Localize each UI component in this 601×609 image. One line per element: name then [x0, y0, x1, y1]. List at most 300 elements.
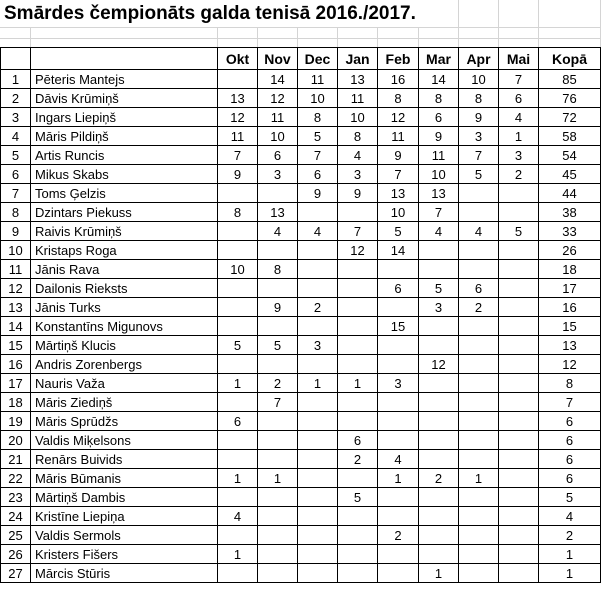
cell-nov[interactable]: 13 [258, 203, 298, 222]
cell-apr[interactable] [459, 355, 499, 374]
cell-player-name[interactable]: Renārs Buivids [31, 450, 218, 469]
cell-dec[interactable]: 1 [298, 374, 338, 393]
cell-jan[interactable] [338, 507, 378, 526]
cell-feb[interactable]: 10 [378, 203, 419, 222]
cell-mai[interactable] [499, 355, 539, 374]
cell-feb[interactable]: 16 [378, 70, 419, 89]
cell-mai[interactable]: 2 [499, 165, 539, 184]
cell-player-name[interactable]: Māris Būmanis [31, 469, 218, 488]
cell-mar[interactable]: 2 [419, 469, 459, 488]
cell-player-name[interactable]: Kristīne Liepiņa [31, 507, 218, 526]
cell-rank[interactable]: 11 [1, 260, 31, 279]
cell-mai[interactable] [499, 450, 539, 469]
cell-feb[interactable]: 2 [378, 526, 419, 545]
cell-apr[interactable] [459, 374, 499, 393]
cell-okt[interactable]: 9 [218, 165, 258, 184]
cell-rank[interactable]: 3 [1, 108, 31, 127]
cell-feb[interactable] [378, 564, 419, 583]
cell-mar[interactable]: 1 [419, 564, 459, 583]
cell-jan[interactable]: 6 [338, 431, 378, 450]
cell-player-name[interactable]: Jānis Rava [31, 260, 218, 279]
cell-player-name[interactable]: Mārcis Stūris [31, 564, 218, 583]
cell-feb[interactable] [378, 431, 419, 450]
cell-mar[interactable]: 6 [419, 108, 459, 127]
cell-mar[interactable] [419, 431, 459, 450]
cell-jan[interactable] [338, 526, 378, 545]
cell-mar[interactable] [419, 412, 459, 431]
cell-mar[interactable] [419, 526, 459, 545]
header-col-kopā[interactable]: Kopā [539, 48, 601, 70]
cell-rank[interactable]: 12 [1, 279, 31, 298]
cell-apr[interactable] [459, 507, 499, 526]
cell-kopā[interactable]: 26 [539, 241, 601, 260]
cell-mar[interactable] [419, 393, 459, 412]
header-col-apr[interactable]: Apr [459, 48, 499, 70]
cell-apr[interactable] [459, 450, 499, 469]
cell-dec[interactable]: 10 [298, 89, 338, 108]
cell-okt[interactable] [218, 184, 258, 203]
cell-jan[interactable] [338, 336, 378, 355]
cell-okt[interactable]: 5 [218, 336, 258, 355]
cell-jan[interactable] [338, 469, 378, 488]
cell-feb[interactable]: 5 [378, 222, 419, 241]
cell-nov[interactable] [258, 564, 298, 583]
cell-rank[interactable]: 22 [1, 469, 31, 488]
cell-rank[interactable]: 8 [1, 203, 31, 222]
cell-apr[interactable]: 7 [459, 146, 499, 165]
cell-jan[interactable]: 9 [338, 184, 378, 203]
cell-player-name[interactable]: Dailonis Rieksts [31, 279, 218, 298]
cell-kopā[interactable]: 2 [539, 526, 601, 545]
cell-dec[interactable]: 6 [298, 165, 338, 184]
header-name-cell[interactable] [31, 48, 218, 70]
cell-nov[interactable] [258, 545, 298, 564]
cell-rank[interactable]: 19 [1, 412, 31, 431]
cell-jan[interactable] [338, 412, 378, 431]
cell-rank[interactable]: 26 [1, 545, 31, 564]
cell-kopā[interactable]: 8 [539, 374, 601, 393]
cell-mai[interactable] [499, 545, 539, 564]
cell-mai[interactable] [499, 336, 539, 355]
cell-apr[interactable] [459, 203, 499, 222]
cell-mar[interactable] [419, 450, 459, 469]
cell-jan[interactable]: 2 [338, 450, 378, 469]
header-col-feb[interactable]: Feb [378, 48, 419, 70]
cell-rank[interactable]: 6 [1, 165, 31, 184]
cell-nov[interactable]: 1 [258, 469, 298, 488]
cell-nov[interactable]: 6 [258, 146, 298, 165]
cell-player-name[interactable]: Pēteris Mantejs [31, 70, 218, 89]
cell-rank[interactable]: 1 [1, 70, 31, 89]
cell-nov[interactable] [258, 241, 298, 260]
cell-nov[interactable]: 14 [258, 70, 298, 89]
cell-rank[interactable]: 25 [1, 526, 31, 545]
cell-nov[interactable] [258, 279, 298, 298]
cell-dec[interactable] [298, 279, 338, 298]
cell-rank[interactable]: 4 [1, 127, 31, 146]
cell-kopā[interactable]: 45 [539, 165, 601, 184]
cell-jan[interactable]: 13 [338, 70, 378, 89]
cell-jan[interactable]: 4 [338, 146, 378, 165]
cell-mar[interactable]: 11 [419, 146, 459, 165]
cell-okt[interactable]: 7 [218, 146, 258, 165]
cell-mar[interactable] [419, 317, 459, 336]
cell-okt[interactable]: 1 [218, 545, 258, 564]
cell-kopā[interactable]: 38 [539, 203, 601, 222]
cell-dec[interactable]: 11 [298, 70, 338, 89]
cell-rank[interactable]: 21 [1, 450, 31, 469]
cell-rank[interactable]: 13 [1, 298, 31, 317]
cell-feb[interactable] [378, 355, 419, 374]
cell-jan[interactable] [338, 203, 378, 222]
header-col-nov[interactable]: Nov [258, 48, 298, 70]
cell-feb[interactable]: 6 [378, 279, 419, 298]
cell-nov[interactable] [258, 450, 298, 469]
cell-jan[interactable] [338, 355, 378, 374]
cell-mar[interactable]: 14 [419, 70, 459, 89]
cell-apr[interactable] [459, 526, 499, 545]
cell-apr[interactable] [459, 241, 499, 260]
cell-mai[interactable] [499, 241, 539, 260]
cell-feb[interactable]: 3 [378, 374, 419, 393]
cell-mai[interactable] [499, 507, 539, 526]
cell-mar[interactable]: 9 [419, 127, 459, 146]
cell-player-name[interactable]: Konstantīns Migunovs [31, 317, 218, 336]
cell-rank[interactable]: 9 [1, 222, 31, 241]
cell-feb[interactable] [378, 393, 419, 412]
cell-kopā[interactable]: 17 [539, 279, 601, 298]
cell-dec[interactable]: 2 [298, 298, 338, 317]
cell-mar[interactable]: 5 [419, 279, 459, 298]
cell-feb[interactable] [378, 336, 419, 355]
cell-feb[interactable]: 1 [378, 469, 419, 488]
cell-mar[interactable]: 13 [419, 184, 459, 203]
cell-mai[interactable]: 1 [499, 127, 539, 146]
cell-okt[interactable]: 1 [218, 374, 258, 393]
header-col-mai[interactable]: Mai [499, 48, 539, 70]
cell-feb[interactable] [378, 507, 419, 526]
cell-player-name[interactable]: Mikus Skabs [31, 165, 218, 184]
cell-mai[interactable] [499, 488, 539, 507]
cell-mar[interactable] [419, 488, 459, 507]
cell-apr[interactable] [459, 260, 499, 279]
cell-player-name[interactable]: Toms Ģelzis [31, 184, 218, 203]
cell-player-name[interactable]: Dzintars Piekuss [31, 203, 218, 222]
cell-mai[interactable] [499, 412, 539, 431]
sheet-title[interactable]: Smārdes čempionāts galda tenisā 2016./2017. [4, 0, 422, 27]
cell-apr[interactable] [459, 564, 499, 583]
cell-mai[interactable] [499, 279, 539, 298]
cell-mai[interactable] [499, 203, 539, 222]
cell-jan[interactable]: 5 [338, 488, 378, 507]
cell-kopā[interactable]: 1 [539, 545, 601, 564]
cell-mai[interactable] [499, 260, 539, 279]
cell-kopā[interactable]: 1 [539, 564, 601, 583]
cell-mar[interactable]: 4 [419, 222, 459, 241]
cell-rank[interactable]: 16 [1, 355, 31, 374]
cell-player-name[interactable]: Ingars Liepiņš [31, 108, 218, 127]
cell-kopā[interactable]: 7 [539, 393, 601, 412]
cell-jan[interactable] [338, 317, 378, 336]
cell-jan[interactable]: 1 [338, 374, 378, 393]
cell-kopā[interactable]: 85 [539, 70, 601, 89]
cell-player-name[interactable]: Mārtiņš Klucis [31, 336, 218, 355]
cell-apr[interactable] [459, 431, 499, 450]
cell-feb[interactable]: 8 [378, 89, 419, 108]
cell-dec[interactable] [298, 317, 338, 336]
cell-nov[interactable] [258, 317, 298, 336]
cell-jan[interactable] [338, 279, 378, 298]
cell-player-name[interactable]: Kristers Fišers [31, 545, 218, 564]
cell-feb[interactable]: 13 [378, 184, 419, 203]
cell-feb[interactable]: 7 [378, 165, 419, 184]
cell-dec[interactable] [298, 393, 338, 412]
cell-nov[interactable]: 12 [258, 89, 298, 108]
cell-dec[interactable]: 5 [298, 127, 338, 146]
cell-dec[interactable] [298, 412, 338, 431]
header-rank-cell[interactable] [1, 48, 31, 70]
cell-mar[interactable]: 10 [419, 165, 459, 184]
cell-nov[interactable] [258, 355, 298, 374]
cell-apr[interactable] [459, 336, 499, 355]
cell-jan[interactable] [338, 393, 378, 412]
cell-apr[interactable] [459, 184, 499, 203]
cell-feb[interactable]: 12 [378, 108, 419, 127]
cell-apr[interactable]: 9 [459, 108, 499, 127]
cell-dec[interactable] [298, 545, 338, 564]
cell-feb[interactable] [378, 545, 419, 564]
cell-nov[interactable]: 4 [258, 222, 298, 241]
cell-nov[interactable]: 3 [258, 165, 298, 184]
cell-kopā[interactable]: 6 [539, 450, 601, 469]
cell-apr[interactable] [459, 317, 499, 336]
cell-mai[interactable]: 4 [499, 108, 539, 127]
cell-dec[interactable] [298, 260, 338, 279]
cell-mai[interactable]: 5 [499, 222, 539, 241]
cell-okt[interactable] [218, 431, 258, 450]
cell-apr[interactable]: 3 [459, 127, 499, 146]
cell-nov[interactable]: 5 [258, 336, 298, 355]
cell-feb[interactable] [378, 298, 419, 317]
cell-mai[interactable] [499, 184, 539, 203]
header-col-dec[interactable]: Dec [298, 48, 338, 70]
cell-kopā[interactable]: 5 [539, 488, 601, 507]
cell-nov[interactable] [258, 431, 298, 450]
cell-player-name[interactable]: Valdis Sermols [31, 526, 218, 545]
cell-nov[interactable]: 11 [258, 108, 298, 127]
cell-apr[interactable]: 4 [459, 222, 499, 241]
cell-mai[interactable] [499, 469, 539, 488]
header-col-mar[interactable]: Mar [419, 48, 459, 70]
cell-rank[interactable]: 14 [1, 317, 31, 336]
cell-rank[interactable]: 17 [1, 374, 31, 393]
cell-mar[interactable]: 7 [419, 203, 459, 222]
cell-okt[interactable] [218, 70, 258, 89]
cell-jan[interactable]: 10 [338, 108, 378, 127]
cell-okt[interactable]: 1 [218, 469, 258, 488]
cell-apr[interactable]: 5 [459, 165, 499, 184]
cell-dec[interactable] [298, 526, 338, 545]
cell-dec[interactable] [298, 507, 338, 526]
cell-player-name[interactable]: Nauris Važa [31, 374, 218, 393]
cell-nov[interactable]: 9 [258, 298, 298, 317]
cell-kopā[interactable]: 16 [539, 298, 601, 317]
cell-kopā[interactable]: 15 [539, 317, 601, 336]
cell-rank[interactable]: 7 [1, 184, 31, 203]
cell-mar[interactable] [419, 260, 459, 279]
cell-kopā[interactable]: 6 [539, 469, 601, 488]
cell-apr[interactable]: 6 [459, 279, 499, 298]
cell-rank[interactable]: 20 [1, 431, 31, 450]
cell-mai[interactable]: 7 [499, 70, 539, 89]
cell-nov[interactable] [258, 412, 298, 431]
cell-rank[interactable]: 24 [1, 507, 31, 526]
cell-feb[interactable] [378, 488, 419, 507]
cell-jan[interactable]: 7 [338, 222, 378, 241]
header-col-okt[interactable]: Okt [218, 48, 258, 70]
cell-player-name[interactable]: Kristaps Roga [31, 241, 218, 260]
cell-rank[interactable]: 27 [1, 564, 31, 583]
cell-dec[interactable] [298, 203, 338, 222]
cell-feb[interactable] [378, 412, 419, 431]
cell-kopā[interactable]: 76 [539, 89, 601, 108]
cell-dec[interactable]: 7 [298, 146, 338, 165]
cell-apr[interactable]: 8 [459, 89, 499, 108]
cell-rank[interactable]: 10 [1, 241, 31, 260]
cell-jan[interactable]: 3 [338, 165, 378, 184]
cell-mai[interactable] [499, 431, 539, 450]
cell-okt[interactable] [218, 317, 258, 336]
cell-feb[interactable]: 4 [378, 450, 419, 469]
cell-player-name[interactable]: Jānis Turks [31, 298, 218, 317]
cell-player-name[interactable]: Artis Runcis [31, 146, 218, 165]
cell-dec[interactable] [298, 564, 338, 583]
cell-okt[interactable]: 13 [218, 89, 258, 108]
cell-jan[interactable]: 12 [338, 241, 378, 260]
cell-jan[interactable]: 8 [338, 127, 378, 146]
cell-jan[interactable]: 11 [338, 89, 378, 108]
cell-player-name[interactable]: Māris Pildiņš [31, 127, 218, 146]
cell-okt[interactable] [218, 241, 258, 260]
cell-apr[interactable]: 2 [459, 298, 499, 317]
cell-jan[interactable] [338, 298, 378, 317]
cell-okt[interactable]: 6 [218, 412, 258, 431]
cell-nov[interactable]: 7 [258, 393, 298, 412]
cell-kopā[interactable]: 54 [539, 146, 601, 165]
cell-mai[interactable]: 3 [499, 146, 539, 165]
cell-dec[interactable] [298, 431, 338, 450]
cell-nov[interactable] [258, 507, 298, 526]
cell-kopā[interactable]: 33 [539, 222, 601, 241]
cell-player-name[interactable]: Māris Sprūdžs [31, 412, 218, 431]
cell-feb[interactable] [378, 260, 419, 279]
header-col-jan[interactable]: Jan [338, 48, 378, 70]
cell-mar[interactable] [419, 374, 459, 393]
cell-dec[interactable]: 4 [298, 222, 338, 241]
cell-feb[interactable]: 14 [378, 241, 419, 260]
cell-nov[interactable]: 2 [258, 374, 298, 393]
cell-okt[interactable] [218, 355, 258, 374]
cell-mai[interactable] [499, 374, 539, 393]
cell-dec[interactable] [298, 355, 338, 374]
cell-nov[interactable] [258, 184, 298, 203]
cell-dec[interactable] [298, 450, 338, 469]
cell-dec[interactable]: 8 [298, 108, 338, 127]
cell-okt[interactable] [218, 393, 258, 412]
cell-apr[interactable]: 10 [459, 70, 499, 89]
cell-okt[interactable]: 12 [218, 108, 258, 127]
cell-mai[interactable] [499, 393, 539, 412]
cell-okt[interactable] [218, 298, 258, 317]
cell-okt[interactable] [218, 450, 258, 469]
cell-apr[interactable] [459, 412, 499, 431]
cell-mai[interactable] [499, 317, 539, 336]
cell-dec[interactable]: 9 [298, 184, 338, 203]
cell-mai[interactable] [499, 564, 539, 583]
cell-kopā[interactable]: 12 [539, 355, 601, 374]
cell-okt[interactable] [218, 222, 258, 241]
cell-rank[interactable]: 15 [1, 336, 31, 355]
cell-apr[interactable] [459, 393, 499, 412]
cell-player-name[interactable]: Māris Ziediņš [31, 393, 218, 412]
cell-okt[interactable]: 8 [218, 203, 258, 222]
cell-dec[interactable] [298, 241, 338, 260]
cell-jan[interactable] [338, 545, 378, 564]
cell-okt[interactable]: 10 [218, 260, 258, 279]
cell-okt[interactable] [218, 279, 258, 298]
cell-kopā[interactable]: 58 [539, 127, 601, 146]
cell-mar[interactable] [419, 336, 459, 355]
cell-mai[interactable] [499, 298, 539, 317]
cell-feb[interactable]: 9 [378, 146, 419, 165]
cell-mar[interactable]: 3 [419, 298, 459, 317]
cell-mar[interactable] [419, 545, 459, 564]
cell-rank[interactable]: 5 [1, 146, 31, 165]
cell-dec[interactable] [298, 469, 338, 488]
cell-nov[interactable] [258, 488, 298, 507]
cell-player-name[interactable]: Mārtiņš Dambis [31, 488, 218, 507]
cell-mar[interactable] [419, 241, 459, 260]
cell-okt[interactable] [218, 488, 258, 507]
cell-mar[interactable]: 12 [419, 355, 459, 374]
cell-kopā[interactable]: 72 [539, 108, 601, 127]
cell-rank[interactable]: 23 [1, 488, 31, 507]
cell-player-name[interactable]: Raivis Krūmiņš [31, 222, 218, 241]
cell-player-name[interactable]: Dāvis Krūmiņš [31, 89, 218, 108]
cell-player-name[interactable]: Valdis Miķelsons [31, 431, 218, 450]
cell-nov[interactable] [258, 526, 298, 545]
cell-jan[interactable] [338, 260, 378, 279]
cell-jan[interactable] [338, 564, 378, 583]
cell-apr[interactable] [459, 545, 499, 564]
cell-mar[interactable] [419, 507, 459, 526]
cell-okt[interactable] [218, 564, 258, 583]
cell-kopā[interactable]: 44 [539, 184, 601, 203]
cell-okt[interactable]: 11 [218, 127, 258, 146]
cell-okt[interactable]: 4 [218, 507, 258, 526]
cell-kopā[interactable]: 6 [539, 431, 601, 450]
cell-rank[interactable]: 18 [1, 393, 31, 412]
cell-player-name[interactable]: Andris Zorenbergs [31, 355, 218, 374]
cell-kopā[interactable]: 13 [539, 336, 601, 355]
cell-kopā[interactable]: 4 [539, 507, 601, 526]
cell-dec[interactable] [298, 488, 338, 507]
cell-apr[interactable] [459, 488, 499, 507]
cell-nov[interactable]: 10 [258, 127, 298, 146]
cell-mai[interactable] [499, 526, 539, 545]
cell-feb[interactable]: 11 [378, 127, 419, 146]
cell-feb[interactable]: 15 [378, 317, 419, 336]
